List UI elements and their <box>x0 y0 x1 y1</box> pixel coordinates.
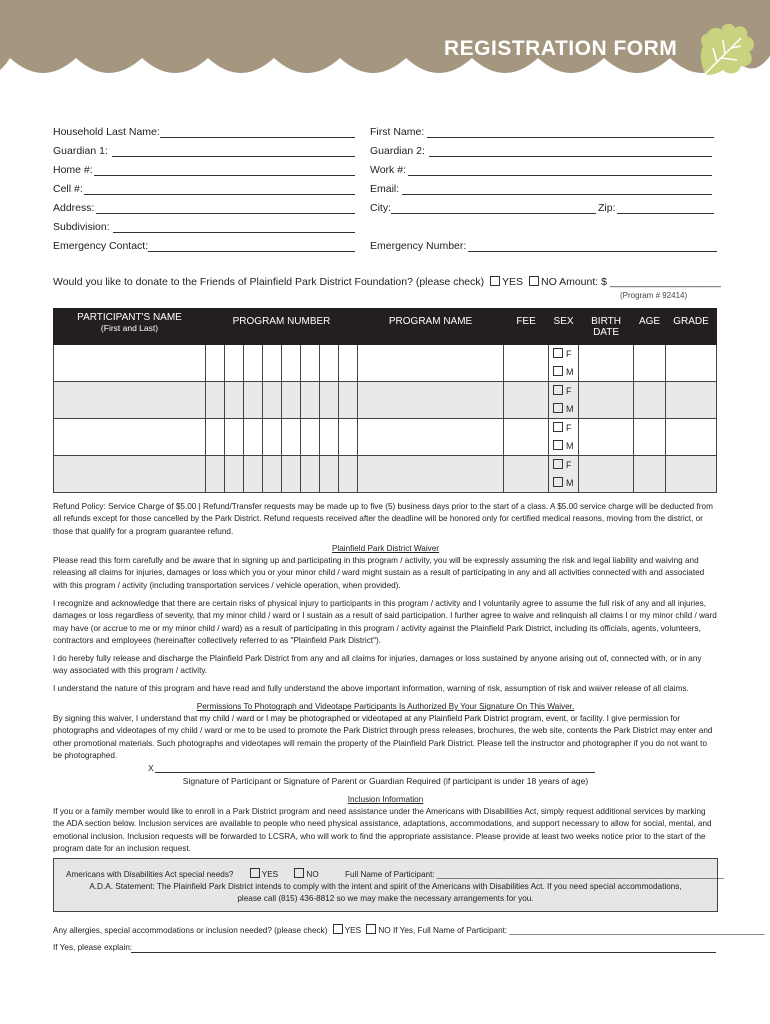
signature-input[interactable] <box>155 772 595 773</box>
work-phone-input[interactable] <box>408 175 712 176</box>
first-name-input[interactable] <box>427 137 714 138</box>
age-cell[interactable] <box>634 456 666 493</box>
address-input[interactable] <box>96 213 355 214</box>
waiver-paragraph-2: I recognize and acknowledge that there are certain risks of physical injury to participants in this program / activity and I voluntarily agree to assume the full risk of any and all injuries, damages or loss regardless of severity, that my minor child / ward or I sustain as a result of said participation. I further agree to waive and relinquish all claims I or my minor child / ward may have (or accrue to me or my minor child / ward) as a result of participating in this program / activity against the Plainfield Park District, including its officials, agents, volunteers, contractors and employees (hereinafter collectively referred to as "Plainfield Park District"). <box>53 599 717 646</box>
program-number-digit-cell[interactable] <box>225 382 244 419</box>
program-number-digit-cell[interactable] <box>301 382 320 419</box>
fee-cell[interactable] <box>504 456 549 493</box>
checkbox-icon[interactable] <box>553 366 563 376</box>
waiver-paragraph-4: I understand the nature of this program and have read and fully understand the above important information, warning of risk, assumption of risk and waiver release of all claims. <box>53 684 689 693</box>
col-age: AGE <box>634 309 666 345</box>
grade-cell[interactable] <box>666 419 717 456</box>
program-number-digit-cell[interactable] <box>320 419 339 456</box>
participant-name-cell[interactable] <box>54 419 206 456</box>
guardian2-input[interactable] <box>429 156 712 157</box>
age-cell[interactable] <box>634 345 666 382</box>
program-name-cell[interactable] <box>358 456 504 493</box>
grade-cell[interactable] <box>666 382 717 419</box>
email-label: Email: <box>370 183 400 195</box>
program-number-digit-cell[interactable] <box>263 345 282 382</box>
col-participant-name: PARTICIPANT'S NAME (First and Last) <box>54 309 206 345</box>
emergency-contact-input[interactable] <box>148 251 355 252</box>
birth-date-cell[interactable] <box>579 419 634 456</box>
program-number-digit-cell[interactable] <box>301 419 320 456</box>
zip-input[interactable] <box>617 213 714 214</box>
allergies-yes-label: YES <box>344 926 362 935</box>
participant-name-cell[interactable] <box>54 345 206 382</box>
sex-option-label: F <box>566 460 572 470</box>
age-cell[interactable] <box>634 382 666 419</box>
photo-permission-title: Permissions To Photograph and Videotape Participants Is Authorized By Your Signature On This Waiver. <box>196 702 575 711</box>
fee-cell[interactable] <box>504 419 549 456</box>
home-phone-label: Home #: <box>53 164 93 176</box>
ada-question: Americans with Disabilities Act special needs? YES NO Full Name of Participant: _______________________________________________________________ <box>66 870 724 879</box>
sex-m-option[interactable] <box>553 400 578 418</box>
col-birth-date: BIRTH DATE <box>579 309 634 345</box>
sex-f-option[interactable] <box>553 382 578 400</box>
program-number-digit-cell[interactable] <box>339 456 358 493</box>
program-number-digit-cell[interactable] <box>339 345 358 382</box>
program-name-cell[interactable] <box>358 419 504 456</box>
allergies-row <box>53 924 765 937</box>
program-number-digit-cell[interactable] <box>244 456 263 493</box>
emergency-number-label: Emergency Number: <box>370 240 467 252</box>
city-label: City: <box>370 202 391 214</box>
allergies-explain-label: If Yes, please explain: <box>53 943 133 952</box>
inclusion-title: Inclusion Information <box>347 795 424 804</box>
program-number-digit-cell[interactable] <box>225 456 244 493</box>
grade-cell[interactable] <box>666 456 717 493</box>
donation-row <box>53 276 721 288</box>
program-number-digit-cell[interactable] <box>339 382 358 419</box>
birth-date-cell[interactable] <box>579 382 634 419</box>
oak-leaf-icon <box>695 20 759 80</box>
sex-cell <box>549 382 579 419</box>
sex-f-option[interactable] <box>553 345 578 363</box>
donation-question: Would you like to donate to the Friends of Plainfield Park District Foundation? (please check) <box>53 276 485 288</box>
guardian1-input[interactable] <box>112 156 355 157</box>
ada-statement-1: A.D.A. Statement: The Plainfield Park District intends to comply with the intent and spirit of the Americans with Disabilities Act. If you need special accommodations, <box>89 882 682 891</box>
home-phone-input[interactable] <box>94 175 355 176</box>
birth-date-cell[interactable] <box>579 345 634 382</box>
allergies-question: Any allergies, special accommodations or inclusion needed? (please check) <box>53 926 328 935</box>
age-cell[interactable] <box>634 419 666 456</box>
city-input[interactable] <box>391 213 596 214</box>
checkbox-icon[interactable] <box>553 477 563 487</box>
program-number-digit-cell[interactable] <box>244 419 263 456</box>
cell-phone-label: Cell #: <box>53 183 83 195</box>
emergency-number-input[interactable] <box>468 251 717 252</box>
guardian2-label: Guardian 2: <box>370 145 425 157</box>
allergies-explain-input[interactable] <box>131 952 716 953</box>
sex-cell <box>549 345 579 382</box>
ada-no-checkbox[interactable] <box>294 868 304 878</box>
fee-cell[interactable] <box>504 345 549 382</box>
sex-option-label: F <box>566 349 572 359</box>
checkbox-icon[interactable] <box>553 440 563 450</box>
program-name-cell[interactable] <box>358 382 504 419</box>
program-number-digit-cell[interactable] <box>206 419 225 456</box>
program-number-digit-cell[interactable] <box>301 456 320 493</box>
sex-f-option[interactable] <box>553 456 578 474</box>
allergies-yes-checkbox[interactable] <box>333 924 343 934</box>
table-row <box>54 419 717 456</box>
waiver-paragraph-1: Please read this form carefully and be aware that in signing up and participating in this program / activity, you will be expressly assuming the risk and legal liability and waiving and releasing all claims for injuries, damages or loss which you or your minor child / ward might sustain as a result of participating in any and all activities connected with and associated with this program / activity (including transportation services / vehicle operation, when provided). <box>53 556 705 590</box>
program-name-cell[interactable] <box>358 345 504 382</box>
sex-option-label: M <box>566 478 574 488</box>
table-row <box>54 456 717 493</box>
ada-participant-name[interactable]: Full Name of Participant: _______________________________________________________________ <box>344 870 724 879</box>
sex-option-label: M <box>566 441 574 451</box>
participant-name-cell[interactable] <box>54 456 206 493</box>
email-input[interactable] <box>402 194 712 195</box>
program-number-digit-cell[interactable] <box>263 419 282 456</box>
address-label: Address: <box>53 202 95 214</box>
program-number-digit-cell[interactable] <box>206 382 225 419</box>
guardian1-label: Guardian 1: <box>53 145 108 157</box>
sex-cell <box>549 456 579 493</box>
program-number-digit-cell[interactable] <box>282 456 301 493</box>
ada-yes-checkbox[interactable] <box>250 868 260 878</box>
cell-phone-input[interactable] <box>84 194 355 195</box>
sex-option-label: F <box>566 423 572 433</box>
participant-table <box>53 308 717 493</box>
sex-option-label: F <box>566 386 572 396</box>
program-number-digit-cell[interactable] <box>263 382 282 419</box>
emergency-contact-label: Emergency Contact: <box>53 240 149 252</box>
program-number-digit-cell[interactable] <box>225 419 244 456</box>
program-number-digit-cell[interactable] <box>320 345 339 382</box>
checkbox-icon[interactable] <box>553 348 563 358</box>
program-number-digit-cell[interactable] <box>244 345 263 382</box>
subdivision-label: Subdivision: <box>53 221 110 233</box>
program-number-digit-cell[interactable] <box>282 382 301 419</box>
sex-cell <box>549 419 579 456</box>
donation-no-checkbox[interactable] <box>529 276 539 286</box>
allergies-participant-name[interactable]: If Yes, Full Name of Participant: ________________________________________________________ <box>392 926 765 935</box>
refund-policy: Refund Policy: Service Charge of $5.00 | Refund/Transfer requests may be made up to five (5) business days prior to the start of a class. A $5.00 service charge will be deducted from all refunds except for those cancelled by the Park District. Refund requests received after the deadline will be honored only for certified medical reasons, moving from the district, or those that qualify for a program guarantee refund. <box>53 502 713 536</box>
col-program-number: PROGRAM NUMBER <box>206 309 358 345</box>
waiver-paragraph-3: I do hereby fully release and discharge the Plainfield Park District from any and all claims for injuries, damages or loss sustained by anyone arising out of, connected with, or in any way associated with this program / activity. <box>53 654 702 676</box>
sex-f-option[interactable] <box>553 419 578 437</box>
ada-no-label: NO <box>306 870 319 879</box>
work-phone-label: Work #: <box>370 164 406 176</box>
zip-label: Zip: <box>598 202 616 214</box>
donation-program-number: (Program # 92414) <box>620 291 688 300</box>
program-number-digit-cell[interactable] <box>301 345 320 382</box>
ada-statement-2: please call (815) 436-8812 so we may make the necessary arrangements for you. <box>237 894 534 903</box>
waiver-title: Plainfield Park District Waiver <box>331 544 440 553</box>
table-row <box>54 382 717 419</box>
ada-box <box>53 858 724 912</box>
program-number-digit-cell[interactable] <box>339 419 358 456</box>
program-number-digit-cell[interactable] <box>282 419 301 456</box>
allergies-no-label: NO <box>378 926 391 935</box>
checkbox-icon[interactable] <box>553 422 563 432</box>
household-last-name-label: Household Last Name: <box>53 126 160 138</box>
sex-option-label: M <box>566 367 574 377</box>
sex-m-option[interactable] <box>553 474 578 492</box>
donation-yes-checkbox[interactable] <box>490 276 500 286</box>
col-grade: GRADE <box>666 309 717 345</box>
table-row <box>54 345 717 382</box>
signature-caption: Signature of Participant or Signature of Parent or Guardian Required (if participant is under 18 years of age) <box>182 776 589 786</box>
photo-permission-text: By signing this waiver, I understand that my child / ward or I may be photographed or videotaped at any Plainfield Park District program, event, or facility. I give permission for photographs and videotapes of my child / ward or me to be used to promote the Park District through press releases, brochures, the web site, contents the Park District may enter and other promotional materials. Such photographs and videotapes will remain the property of the Plainfield Park District. Please tell the instructor and photographer if you do not want to be photographed. <box>53 714 713 761</box>
birth-date-cell[interactable] <box>579 456 634 493</box>
program-number-digit-cell[interactable] <box>206 456 225 493</box>
col-fee: FEE <box>504 309 549 345</box>
program-number-digit-cell[interactable] <box>244 382 263 419</box>
form-title: REGISTRATION FORM <box>444 37 678 60</box>
sex-option-label: M <box>566 404 574 414</box>
sex-m-option[interactable] <box>553 363 578 381</box>
inclusion-text: If you or a family member would like to enroll in a Park District program and need assistance under the Americans with Disabilities Act, simply request additional services by marking the ADA section below. Inclusion services are available to people who need physical assistance, adaptations, accommodations, and support necessary to allow for social, mental, and emotional inclusion. Inclusion requests will be forwarded to LCSRA, who will work to find the appropriate assistance. Please provide at least two weeks notice prior to the start of the program date for an inclusion request. <box>53 807 712 854</box>
program-number-digit-cell[interactable] <box>225 345 244 382</box>
signature-x: X <box>148 763 154 773</box>
fee-cell[interactable] <box>504 382 549 419</box>
checkbox-icon[interactable] <box>553 403 563 413</box>
program-number-digit-cell[interactable] <box>320 382 339 419</box>
donation-no-label: NO <box>540 276 557 288</box>
checkbox-icon[interactable] <box>553 459 563 469</box>
col-program-name: PROGRAM NAME <box>358 309 504 345</box>
program-number-digit-cell[interactable] <box>282 345 301 382</box>
household-last-name-input[interactable] <box>160 137 355 138</box>
program-number-digit-cell[interactable] <box>263 456 282 493</box>
grade-cell[interactable] <box>666 345 717 382</box>
program-number-digit-cell[interactable] <box>320 456 339 493</box>
donation-amount[interactable]: Amount: $ ___________________ <box>559 276 721 288</box>
checkbox-icon[interactable] <box>553 385 563 395</box>
subdivision-input[interactable] <box>113 232 355 233</box>
sex-m-option[interactable] <box>553 437 578 455</box>
col-sex: SEX <box>549 309 579 345</box>
donation-yes-label: YES <box>502 276 524 288</box>
table-header-row <box>54 309 717 345</box>
participant-name-cell[interactable] <box>54 382 206 419</box>
first-name-label: First Name: <box>370 126 425 138</box>
program-number-digit-cell[interactable] <box>206 345 225 382</box>
allergies-no-checkbox[interactable] <box>366 924 376 934</box>
ada-yes-label: YES <box>261 870 279 879</box>
